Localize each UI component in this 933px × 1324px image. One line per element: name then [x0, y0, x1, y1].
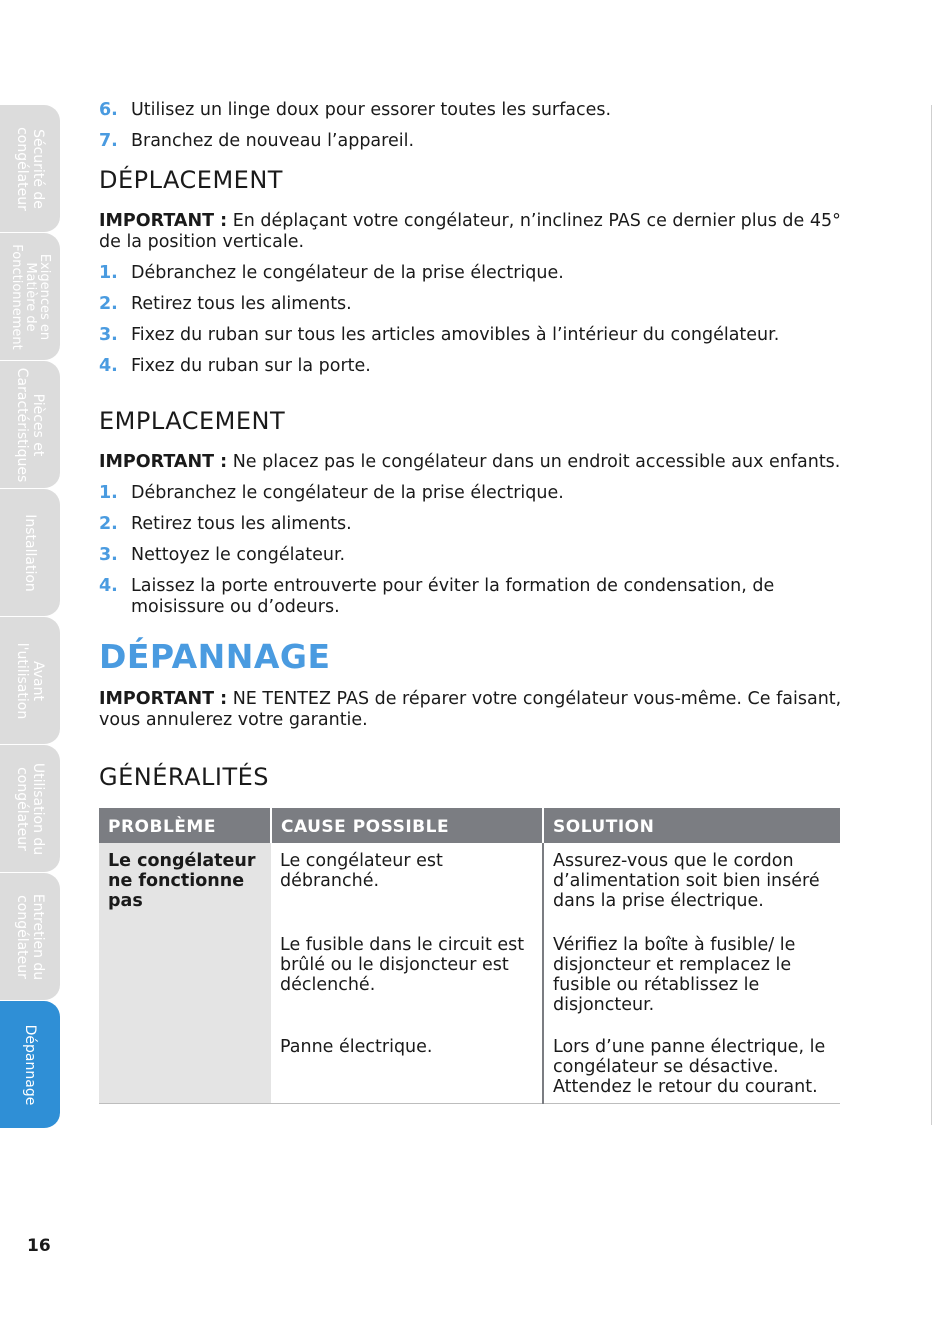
list-item: [99, 325, 844, 346]
important-note: [99, 452, 844, 473]
page-content: [99, 100, 844, 1104]
section-title-emplacement: EMPLACEMENT: [99, 407, 286, 435]
list-item: [99, 576, 844, 618]
tab-entretien[interactable]: [0, 873, 60, 1001]
list-item: [99, 294, 844, 315]
troubleshooting-table: [99, 808, 840, 1104]
solution-text: Lors d’une panne électrique, le congélateur se désactive. Attendez le retour du courant.: [553, 1037, 826, 1097]
section-title-deplacement: DÉPLACEMENT: [99, 166, 283, 194]
list-item: [99, 131, 844, 152]
cause-cell: [271, 1029, 543, 1104]
tab-depannage[interactable]: [0, 1001, 60, 1129]
tab-utilisation[interactable]: [0, 745, 60, 873]
page-edge-line: [931, 105, 932, 1125]
tab-pieces[interactable]: [0, 361, 60, 489]
step-text: Laissez la porte entrouverte pour éviter la formation de condensation, de moisissure ou d’odeurs.: [131, 576, 775, 617]
step-text: Retirez tous les aliments.: [131, 294, 352, 314]
step-number: 2.: [99, 514, 118, 534]
table-row: [99, 843, 840, 927]
tab-label: Sécurité de congélateur: [14, 126, 46, 211]
step-number: 3.: [99, 545, 118, 565]
list-item: [99, 356, 844, 377]
list-item: [99, 545, 844, 566]
important-label: IMPORTANT :: [99, 211, 228, 231]
list-item: [99, 100, 844, 121]
tab-label: Avant l'utilisation: [14, 642, 46, 719]
tab-label: Installation: [22, 513, 38, 592]
page-number: 16: [27, 1236, 51, 1256]
step-number: 1.: [99, 263, 118, 283]
step-number: 6.: [99, 100, 118, 120]
tab-label: Pièces et Caractéristiques: [14, 367, 46, 482]
cause-text: Le congélateur est débranché.: [280, 851, 443, 891]
important-text: En déplaçant votre congélateur, n’inclinez PAS ce dernier plus de 45° de la position verticale.: [99, 211, 841, 252]
step-text: Débranchez le congélateur de la prise électrique.: [131, 483, 564, 503]
step-number: 2.: [99, 294, 118, 314]
step-number: 1.: [99, 483, 118, 503]
step-number: 7.: [99, 131, 118, 151]
header-solution: SOLUTION: [543, 808, 840, 843]
step-number: 3.: [99, 325, 118, 345]
problem-cell: Le congélateur ne fonctionne pas: [99, 843, 271, 1104]
list-item: [99, 483, 844, 504]
step-text: Branchez de nouveau l’appareil.: [131, 131, 415, 151]
step-text: Utilisez un linge doux pour essorer toutes les surfaces.: [131, 100, 612, 120]
step-number: 4.: [99, 356, 118, 376]
step-number: 4.: [99, 576, 118, 596]
cause-text: Panne électrique.: [280, 1037, 433, 1057]
solution-cell: [543, 843, 840, 927]
section-title-generalites: GÉNÉRALITÉS: [99, 763, 270, 791]
important-text: NE TENTEZ PAS de réparer votre congélateur vous-même. Ce faisant, vous annulerez votre garantie.: [99, 689, 842, 730]
step-text: Débranchez le congélateur de la prise électrique.: [131, 263, 564, 283]
tab-avant[interactable]: [0, 617, 60, 745]
section-title-depannage: DÉPANNAGE: [99, 637, 331, 676]
tab-label: Exigences en Matière de Fonctionnement: [9, 243, 52, 350]
step-text: Nettoyez le congélateur.: [131, 545, 346, 565]
header-probleme: PROBLÈME: [99, 808, 271, 843]
important-note: [99, 211, 844, 253]
table-header-row: [99, 808, 840, 843]
important-label: IMPORTANT :: [99, 689, 228, 709]
list-item: [99, 514, 844, 535]
solution-text: Vérifiez la boîte à fusible/ le disjoncteur et remplacez le fusible ou rétablissez le disjoncteur.: [553, 935, 796, 1015]
tab-label: Dépannage: [22, 1024, 38, 1105]
list-item: [99, 263, 844, 284]
tab-label: Entretien du congélateur: [14, 893, 46, 980]
tab-label: Utilisation du congélateur: [14, 762, 46, 855]
important-note: [99, 689, 844, 731]
tab-securite[interactable]: [0, 105, 60, 233]
cause-cell: [271, 843, 543, 927]
step-text: Retirez tous les aliments.: [131, 514, 352, 534]
cause-cell: [271, 927, 543, 1029]
header-cause: CAUSE POSSIBLE: [271, 808, 543, 843]
solution-cell: [543, 1029, 840, 1104]
important-text: Ne placez pas le congélateur dans un endroit accessible aux enfants.: [227, 452, 841, 472]
cause-text: Le fusible dans le circuit est brûlé ou le disjoncteur est déclenché.: [280, 935, 525, 995]
solution-cell: [543, 927, 840, 1029]
step-text: Fixez du ruban sur tous les articles amovibles à l’intérieur du congélateur.: [131, 325, 780, 345]
step-text: Fixez du ruban sur la porte.: [131, 356, 371, 376]
important-label: IMPORTANT :: [99, 452, 228, 472]
tab-exigences[interactable]: [0, 233, 60, 361]
tab-installation[interactable]: [0, 489, 60, 617]
solution-text: Assurez-vous que le cordon d’alimentation soit bien inséré dans la prise électrique.: [553, 851, 820, 911]
